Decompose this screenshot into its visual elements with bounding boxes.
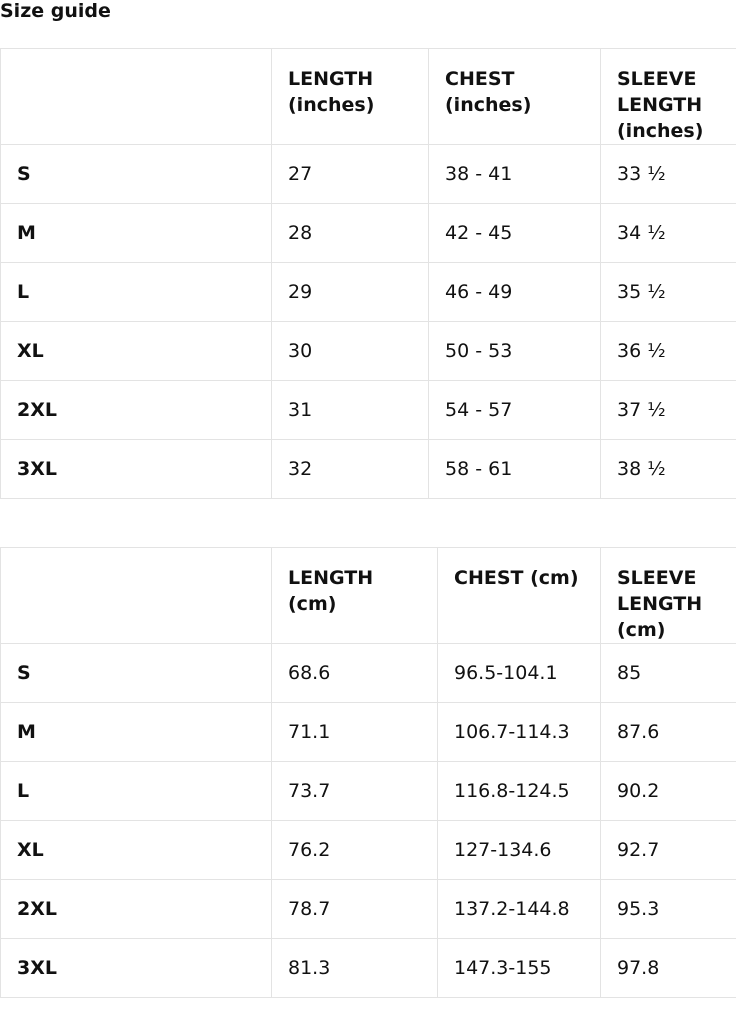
table-row <box>1 381 736 440</box>
length-cell: 29 <box>272 263 429 322</box>
table-row <box>1 263 736 322</box>
chest-cell: 58 - 61 <box>429 440 601 499</box>
header-size <box>1 548 272 644</box>
length-cell: 68.6 <box>272 644 438 703</box>
sleeve-cell: 87.6 <box>601 703 736 762</box>
table-row <box>1 440 736 499</box>
sleeve-cell: 38 ½ <box>601 440 736 499</box>
table-row <box>1 644 736 703</box>
sleeve-cell: 35 ½ <box>601 263 736 322</box>
chest-cell: 46 - 49 <box>429 263 601 322</box>
size-table-cm <box>0 547 736 998</box>
size-label: 3XL <box>1 440 272 499</box>
sleeve-cell: 92.7 <box>601 821 736 880</box>
length-cell: 76.2 <box>272 821 438 880</box>
size-label: S <box>1 145 272 204</box>
size-label: XL <box>1 322 272 381</box>
chest-cell: 96.5-104.1 <box>438 644 601 703</box>
table-row <box>1 939 736 998</box>
table-row <box>1 145 736 204</box>
length-cell: 78.7 <box>272 880 438 939</box>
chest-cell: 116.8-124.5 <box>438 762 601 821</box>
sleeve-cell: 95.3 <box>601 880 736 939</box>
length-cell: 30 <box>272 322 429 381</box>
size-label: XL <box>1 821 272 880</box>
length-cell: 31 <box>272 381 429 440</box>
header-size <box>1 49 272 145</box>
table-row <box>1 204 736 263</box>
length-cell: 81.3 <box>272 939 438 998</box>
header-chest: CHEST (inches) <box>429 49 601 145</box>
table-row <box>1 762 736 821</box>
sleeve-cell: 97.8 <box>601 939 736 998</box>
table-row <box>1 322 736 381</box>
chest-cell: 147.3-155 <box>438 939 601 998</box>
header-length: LENGTH (cm) <box>272 548 438 644</box>
size-label: S <box>1 644 272 703</box>
chest-cell: 38 - 41 <box>429 145 601 204</box>
chest-cell: 106.7-114.3 <box>438 703 601 762</box>
size-label: L <box>1 263 272 322</box>
size-label: M <box>1 204 272 263</box>
sleeve-cell: 36 ½ <box>601 322 736 381</box>
length-cell: 73.7 <box>272 762 438 821</box>
sleeve-cell: 37 ½ <box>601 381 736 440</box>
chest-cell: 50 - 53 <box>429 322 601 381</box>
length-cell: 71.1 <box>272 703 438 762</box>
table-row <box>1 880 736 939</box>
table-row <box>1 821 736 880</box>
length-cell: 27 <box>272 145 429 204</box>
chest-cell: 42 - 45 <box>429 204 601 263</box>
size-label: M <box>1 703 272 762</box>
size-label: L <box>1 762 272 821</box>
header-chest: CHEST (cm) <box>438 548 601 644</box>
size-table-inches <box>0 48 736 499</box>
table-header-row <box>1 49 736 145</box>
size-label: 3XL <box>1 939 272 998</box>
header-length: LENGTH (inches) <box>272 49 429 145</box>
header-sleeve-length: SLEEVE LENGTH (cm) <box>601 548 736 644</box>
length-cell: 32 <box>272 440 429 499</box>
table-header-row <box>1 548 736 644</box>
size-label: 2XL <box>1 880 272 939</box>
sleeve-cell: 85 <box>601 644 736 703</box>
table-row <box>1 703 736 762</box>
sleeve-cell: 33 ½ <box>601 145 736 204</box>
size-label: 2XL <box>1 381 272 440</box>
sleeve-cell: 34 ½ <box>601 204 736 263</box>
sleeve-cell: 90.2 <box>601 762 736 821</box>
page-title: Size guide <box>0 0 111 22</box>
chest-cell: 127-134.6 <box>438 821 601 880</box>
chest-cell: 137.2-144.8 <box>438 880 601 939</box>
header-sleeve-length: SLEEVE LENGTH (inches) <box>601 49 736 145</box>
length-cell: 28 <box>272 204 429 263</box>
chest-cell: 54 - 57 <box>429 381 601 440</box>
